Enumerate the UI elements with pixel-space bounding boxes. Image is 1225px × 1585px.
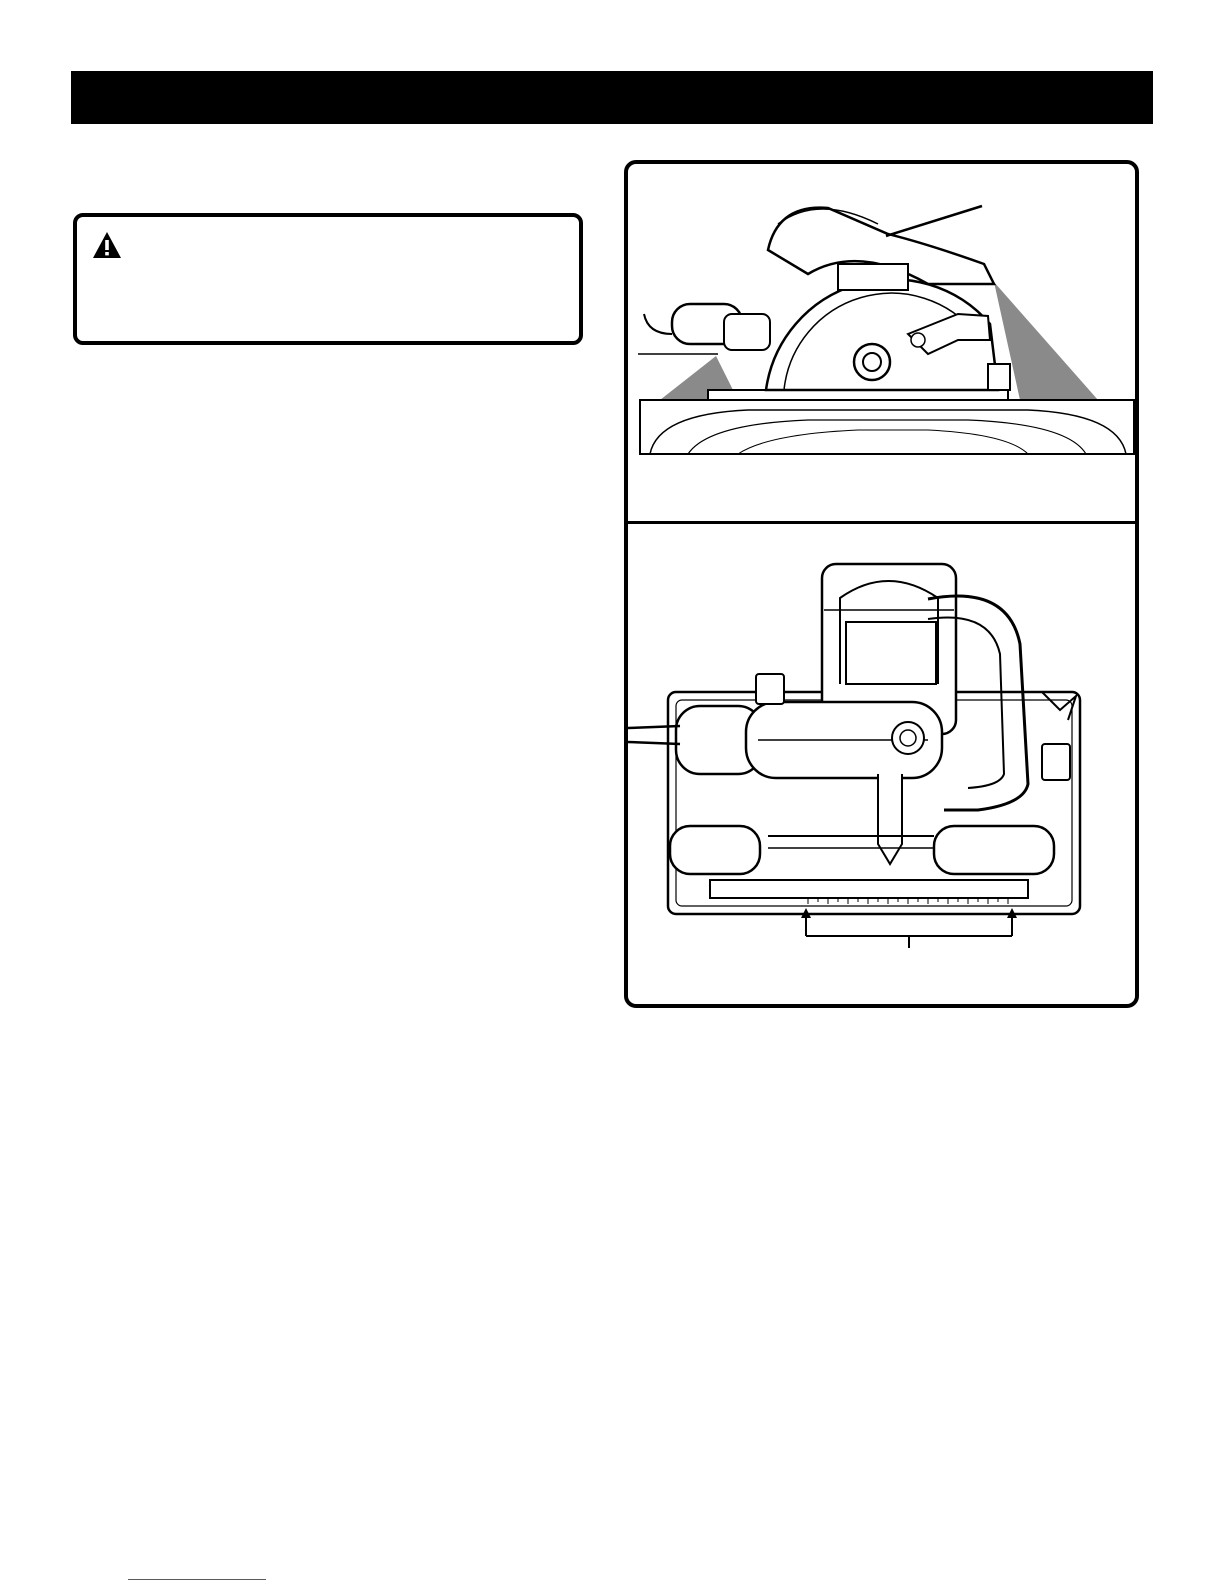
blade-edge: [878, 774, 902, 864]
label-plate: [838, 264, 908, 290]
depth-knob: [756, 674, 784, 704]
workpiece: [640, 400, 1134, 454]
motor-vent: [892, 722, 924, 754]
warning-triangle-icon: [92, 231, 122, 259]
section-header-bar: [71, 71, 1153, 124]
bevel-knob: [1042, 744, 1070, 780]
front-knob-right: [934, 826, 1054, 874]
front-knob-left: [670, 826, 760, 874]
saw-base-plate: [708, 390, 1008, 400]
cut-guide-scale: [710, 880, 1028, 898]
footer-link-underline[interactable]: [128, 1579, 266, 1580]
callout-leader-line: [886, 206, 982, 236]
warning-box: [73, 213, 583, 345]
saw-top-view-figure: [628, 524, 1135, 1008]
top-label-plate: [846, 622, 936, 684]
figure-frame: [624, 160, 1139, 1008]
saw-side-view-figure: [628, 164, 1135, 521]
